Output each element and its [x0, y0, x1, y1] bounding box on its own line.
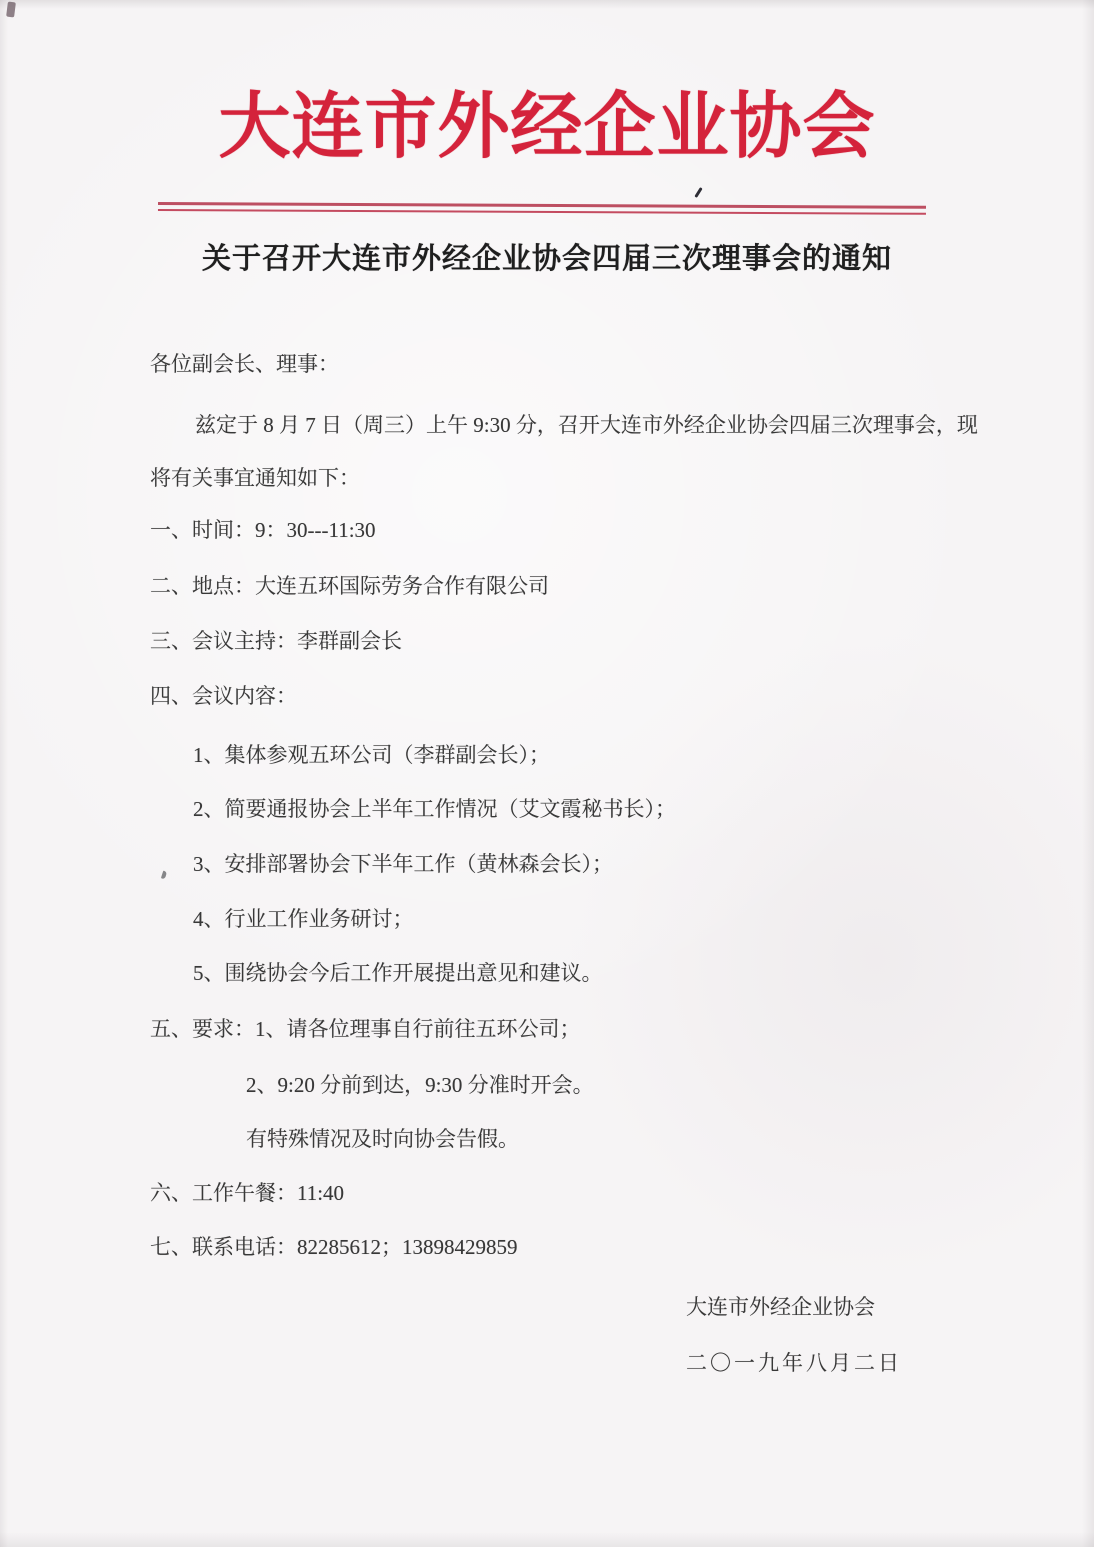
scan-smudge-icon — [6, 2, 16, 18]
signature-org: 大连市外经企业协会 — [686, 1295, 875, 1319]
agenda-item-5: 5、围绕协会今后工作开展提出意见和建议。 — [193, 961, 603, 985]
agenda-item-3: 3、安排部署协会下半年工作（黄林森会长）； — [193, 852, 613, 876]
header-divider-rule — [158, 202, 926, 215]
list-item-requirements: 五、要求：1、请各位理事自行前往五环公司； — [150, 1017, 581, 1041]
agenda-item-1: 1、集体参观五环公司（李群副会长）； — [193, 743, 550, 767]
requirement-note: 有特殊情况及时向协会告假。 — [246, 1127, 519, 1151]
list-item-lunch: 六、工作午餐：11:40 — [150, 1181, 345, 1205]
org-title: 大连市外经企业协会 — [218, 87, 876, 167]
intro-line-1: 兹定于 8 月 7 日（周三）上午 9:30 分，召开大连市外经企业协会四届三次理事会，现 — [195, 413, 978, 437]
doc-title: 关于召开大连市外经企业协会四届三次理事会的通知 — [201, 243, 892, 275]
list-item-time: 一、时间：9：30---11:30 — [150, 518, 376, 542]
list-item-agenda-header: 四、会议内容： — [150, 684, 297, 708]
list-item-location: 二、地点：大连五环国际劳务合作有限公司 — [150, 574, 549, 598]
pen-tick-icon — [694, 187, 702, 198]
agenda-item-4: 4、行业工作业务研讨； — [193, 907, 414, 931]
intro-line-2: 将有关事宜通知如下： — [150, 466, 360, 490]
agenda-item-2: 2、简要通报协会上半年工作情况（艾文霞秘书长）； — [193, 797, 676, 821]
scan-speck-icon — [161, 871, 167, 880]
salutation: 各位副会长、理事： — [150, 352, 339, 376]
requirement-line-2: 2、9:20 分前到达，9:30 分准时开会。 — [246, 1073, 594, 1097]
list-item-phone: 七、联系电话：82285612；13898429859 — [150, 1235, 518, 1259]
signature-date: 二〇一九年八月二日 — [686, 1351, 902, 1375]
list-item-host: 三、会议主持：李群副会长 — [150, 629, 402, 653]
